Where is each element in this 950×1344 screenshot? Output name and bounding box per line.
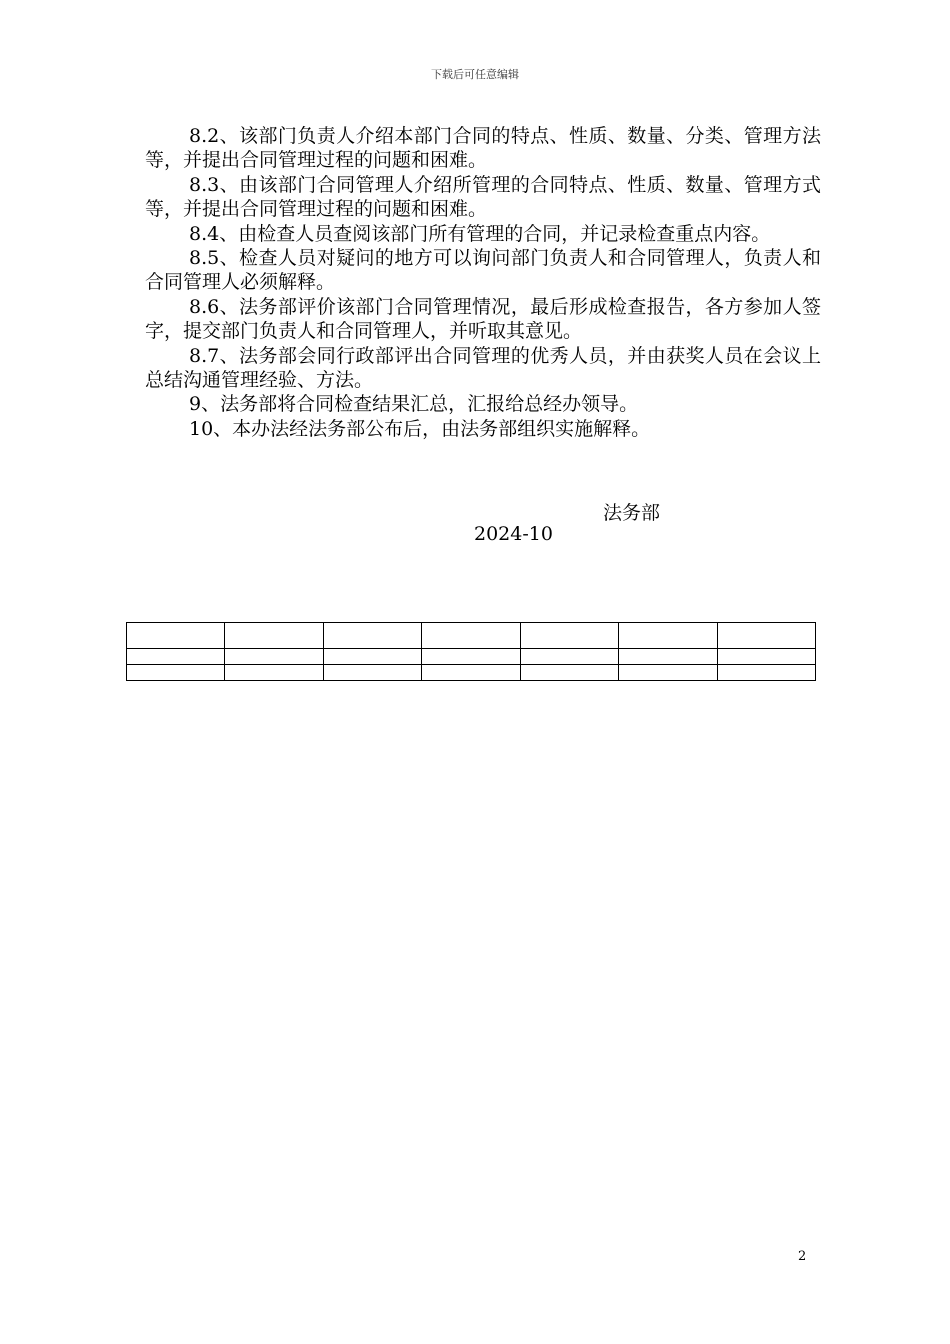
table-cell xyxy=(520,665,618,681)
signature-date: 2024-10 xyxy=(474,523,553,545)
table-cell xyxy=(717,665,815,681)
paragraph-8-7: 8.7、法务部会同行政部评出合同管理的优秀人员，并由获奖人员在会议上总结沟通管理经验、方法。 xyxy=(145,344,821,392)
table-cell xyxy=(619,649,717,665)
table-cell xyxy=(422,649,520,665)
paragraph-8-6: 8.6、法务部评价该部门合同管理情况，最后形成检查报告，各方参加人签字，提交部门负责人和合同管理人，并听取其意见。 xyxy=(145,295,821,343)
signature-department: 法务部 xyxy=(603,502,661,524)
table-cell xyxy=(520,623,618,649)
table-cell xyxy=(225,665,323,681)
paragraph-8-3: 8.3、由该部门合同管理人介绍所管理的合同特点、性质、数量、管理方式等，并提出合同管理过程的问题和困难。 xyxy=(145,173,821,221)
table-cell xyxy=(717,623,815,649)
table-cell xyxy=(520,649,618,665)
table-cell xyxy=(127,623,225,649)
table-row xyxy=(127,623,816,649)
empty-table xyxy=(126,622,816,681)
table-cell xyxy=(717,649,815,665)
paragraph-8-2: 8.2、该部门负责人介绍本部门合同的特点、性质、数量、分类、管理方法等，并提出合同管理过程的问题和困难。 xyxy=(145,125,821,172)
paragraph-10: 10、本办法经法务部公布后，由法务部组织实施解释。 xyxy=(189,417,651,440)
table-cell xyxy=(323,649,421,665)
table-cell xyxy=(127,665,225,681)
table-cell xyxy=(619,623,717,649)
table-cell xyxy=(619,665,717,681)
paragraph-9: 9、法务部将合同检查结果汇总，汇报给总经办领导。 xyxy=(189,393,639,416)
page-header-note: 下载后可任意编辑 xyxy=(431,68,519,81)
table-cell xyxy=(127,649,225,665)
table-row xyxy=(127,665,816,681)
document-body xyxy=(145,124,821,441)
table-cell xyxy=(225,623,323,649)
table-cell xyxy=(323,623,421,649)
paragraph-8-4: 8.4、由检查人员查阅该部门所有管理的合同，并记录检查重点内容。 xyxy=(189,222,771,245)
paragraph-8-5: 8.5、检查人员对疑问的地方可以询问部门负责人和合同管理人，负责人和合同管理人必须解释。 xyxy=(145,247,821,294)
table-cell xyxy=(323,665,421,681)
page-number: 2 xyxy=(798,1249,807,1264)
table-cell xyxy=(422,665,520,681)
table-cell xyxy=(422,623,520,649)
table-row xyxy=(127,649,816,665)
table-cell xyxy=(225,649,323,665)
